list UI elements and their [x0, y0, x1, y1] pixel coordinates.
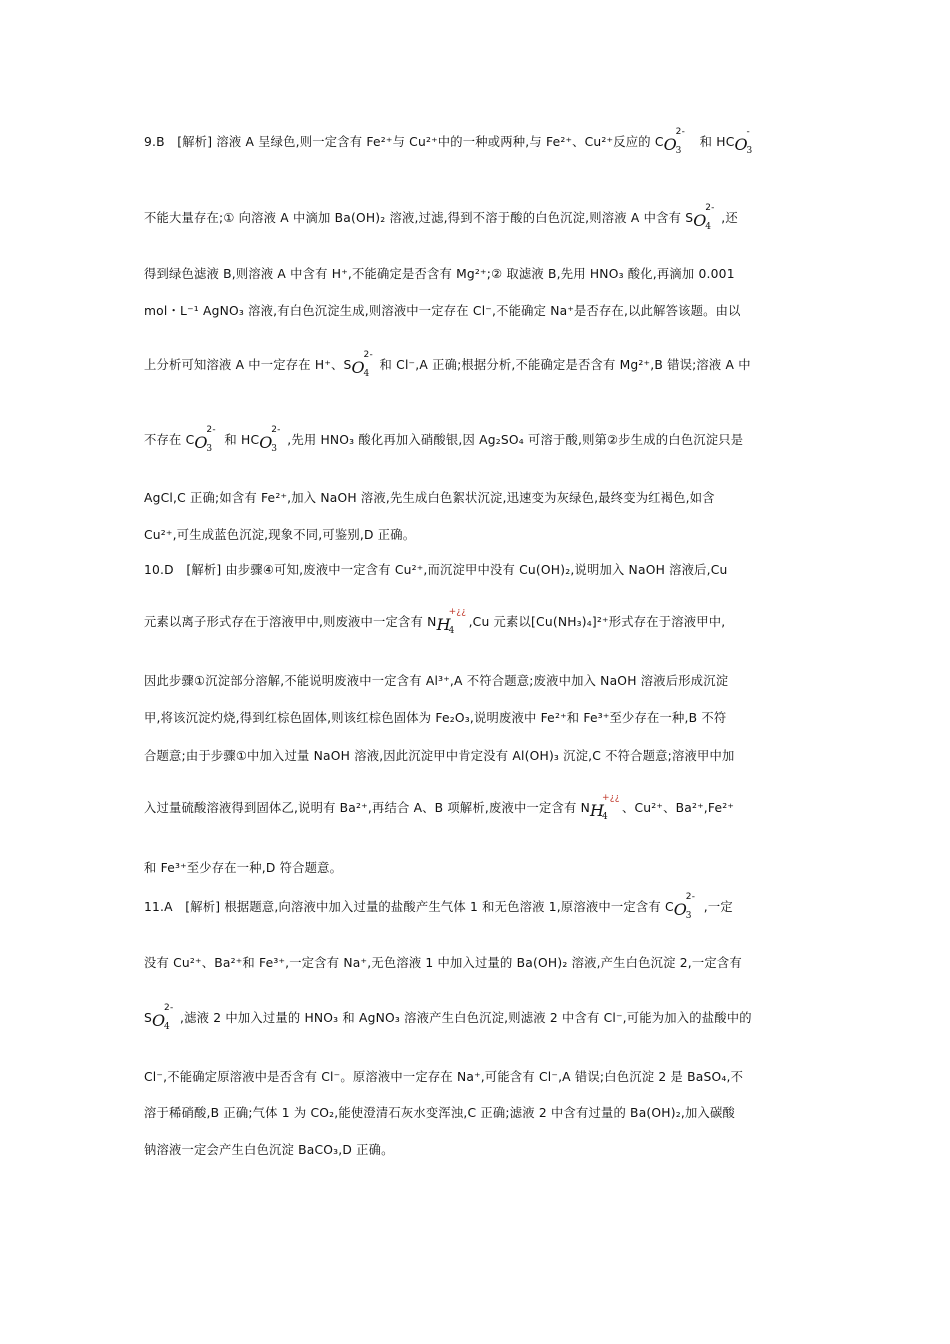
text-segment: 没有 Cu²⁺、Ba²⁺和 Fe³⁺,一定含有 Na⁺,无色溶液 1 中加入过量的 Ba(OH)₂ 溶液,产生白色沉淀 2,一定含有 [144, 956, 742, 970]
text-segment: ,Cu 元素以[Cu(NH₃)₄]²⁺形式存在于溶液甲中, [468, 615, 726, 629]
formula-subscript: 4 [448, 626, 455, 636]
text-line-10 [144, 607, 814, 636]
formula-nh4 [436, 607, 469, 636]
formula-so4 [693, 203, 721, 232]
formula-base: O [351, 358, 365, 377]
formula-base: O [663, 135, 677, 154]
text-line-15 [144, 860, 814, 876]
text-segment: 上分析可知溶液 A 中一定存在 H⁺、S [144, 358, 352, 372]
text-segment: 和 Fe³⁺至少存在一种,D 符合题意。 [144, 861, 343, 875]
formula-base: H [590, 801, 605, 820]
text-line-19 [144, 1069, 814, 1085]
formula-co3 [259, 425, 287, 454]
text-line-12 [144, 710, 814, 726]
text-segment: Cu²⁺,可生成蓝色沉淀,现象不同,可鉴别,D 正确。 [144, 528, 416, 542]
text-segment: 和 HC [699, 135, 735, 149]
formula-base: O [194, 433, 208, 452]
formula-co3 [673, 892, 704, 921]
formula-base: O [693, 211, 707, 230]
formula-co3 [663, 127, 700, 156]
formula-superscript: 2- [206, 425, 216, 435]
text-segment: 甲,将该沉淀灼烧,得到红棕色固体,则该红棕色固体为 Fe₂O₃,说明废液中 Fe²⁺和 Fe³⁺至少存在一种,B 不符 [144, 711, 727, 725]
text-segment: ,还 [721, 211, 738, 225]
formula-co3 [194, 425, 224, 454]
formula-subscript: 3 [206, 444, 213, 454]
text-segment: 、Cu²⁺、Ba²⁺,Fe²⁺ [622, 801, 735, 815]
formula-superscript: 2- [685, 892, 696, 902]
text-line-20 [144, 1105, 814, 1121]
text-segment: mol・L⁻¹ AgNO₃ 溶液,有白色沉淀生成,则溶液中一定存在 Cl⁻,不能确定 Na⁺是否存在,以此解答该题。由以 [144, 304, 741, 318]
formula-base: O [259, 433, 273, 452]
formula-superscript: - [746, 127, 750, 137]
formula-subscript: 4 [363, 369, 370, 379]
text-line-13 [144, 748, 814, 764]
text-line-14 [144, 793, 814, 822]
text-segment: 9.B [解析] 溶液 A 呈绿色,则一定含有 Fe²⁺与 Cu²⁺中的一种或两种,与 Fe²⁺、Cu²⁺反应的 C [144, 135, 664, 149]
text-line-17 [144, 955, 814, 971]
formula-subscript: 3 [746, 146, 753, 156]
text-segment: 和 HC [224, 433, 260, 447]
text-segment: 因此步骤①沉淀部分溶解,不能说明废液中一定含有 Al³⁺,A 不符合题意;废液中加入 NaOH 溶液后形成沉淀 [144, 674, 729, 688]
text-line-11 [144, 673, 814, 689]
text-line-6 [144, 425, 814, 454]
formula-subscript: 3 [685, 911, 692, 921]
text-line-18 [144, 1003, 814, 1032]
formula-nh4 [590, 793, 622, 822]
text-line-3 [144, 266, 814, 282]
formula-base: O [673, 900, 688, 919]
formula-so4 [152, 1003, 180, 1032]
text-segment: 得到绿色滤液 B,则溶液 A 中含有 H⁺,不能确定是否含有 Mg²⁺;② 取滤液 B,先用 HNO₃ 酸化,再滴加 0.001 [144, 267, 735, 281]
formula-superscript: +¿¿ [448, 607, 467, 617]
text-line-21 [144, 1142, 814, 1158]
formula-base: O [152, 1011, 166, 1030]
formula-superscript: +¿¿ [602, 793, 620, 803]
text-segment: ,一定 [703, 900, 733, 914]
text-segment: Cl⁻,不能确定原溶液中是否含有 Cl⁻。原溶液中一定存在 Na⁺,可能含有 Cl⁻,A 错误;白色沉淀 2 是 BaSO₄,不 [144, 1070, 744, 1084]
text-segment: 钠溶液一定会产生白色沉淀 BaCO₃,D 正确。 [144, 1143, 394, 1157]
text-segment: 和 Cl⁻,A 正确;根据分析,不能确定是否含有 Mg²⁺,B 错误;溶液 A 中 [379, 358, 751, 372]
text-line-9 [144, 562, 814, 578]
formula-superscript: 2- [363, 350, 373, 360]
text-line-7 [144, 490, 814, 506]
text-segment: 合题意;由于步骤①中加入过量 NaOH 溶液,因此沉淀甲中肯定没有 Al(OH)₃ 沉淀,C 不符合题意;溶液甲中加 [144, 749, 735, 763]
formula-subscript: 4 [164, 1022, 170, 1032]
formula-superscript: 2- [675, 127, 686, 137]
text-segment: 不能大量存在;① 向溶液 A 中滴加 Ba(OH)₂ 溶液,过滤,得到不溶于酸的白色沉淀,则溶液 A 中含有 S [144, 211, 694, 225]
formula-superscript: 2- [271, 425, 281, 435]
formula-superscript: 2- [705, 203, 715, 213]
text-segment: AgCl,C 正确;如含有 Fe²⁺,加入 NaOH 溶液,先生成白色絮状沉淀,迅速变为灰绿色,最终变为红褐色,如含 [144, 491, 715, 505]
formula-so4 [351, 350, 380, 379]
text-segment: 不存在 C [144, 433, 195, 447]
text-segment: 元素以离子形式存在于溶液甲中,则废液中一定含有 N [144, 615, 437, 629]
text-segment: ,先用 HNO₃ 酸化再加入硝酸银,因 Ag₂SO₄ 可溶于酸,则第②步生成的白色沉淀只是 [287, 433, 744, 447]
text-line-16 [144, 892, 814, 921]
text-line-2 [144, 203, 814, 232]
formula-subscript: 4 [602, 812, 608, 822]
formula-subscript: 3 [675, 146, 682, 156]
formula-subscript: 4 [705, 222, 712, 232]
formula-subscript: 3 [271, 444, 278, 454]
formula-base: O [734, 135, 748, 154]
text-segment: 10.D [解析] 由步骤④可知,废液中一定含有 Cu²⁺,而沉淀甲中没有 Cu(OH)₂,说明加入 NaOH 溶液后,Cu [144, 563, 728, 577]
text-segment: 入过量硫酸溶液得到固体乙,说明有 Ba²⁺,再结合 A、B 项解析,废液中一定含有 N [144, 801, 591, 815]
formula-co3b [734, 127, 760, 156]
text-line-5 [144, 350, 814, 379]
text-segment: 溶于稀硝酸,B 正确;气体 1 为 CO₂,能使澄清石灰水变浑浊,C 正确;滤液 2 中含有过量的 Ba(OH)₂,加入碳酸 [144, 1106, 735, 1120]
text-segment: S [144, 1011, 153, 1025]
formula-superscript: 2- [164, 1003, 174, 1013]
formula-base: H [436, 615, 451, 634]
text-line-1 [144, 127, 814, 156]
text-line-4 [144, 303, 814, 319]
text-segment: ,滤液 2 中加入过量的 HNO₃ 和 AgNO₃ 溶液产生白色沉淀,则滤液 2 中含有 Cl⁻,可能为加入的盐酸中的 [180, 1011, 752, 1025]
text-segment: 11.A [解析] 根据题意,向溶液中加入过量的盐酸产生气体 1 和无色溶液 1,原溶液中一定含有 C [144, 900, 674, 914]
text-line-8 [144, 527, 814, 543]
